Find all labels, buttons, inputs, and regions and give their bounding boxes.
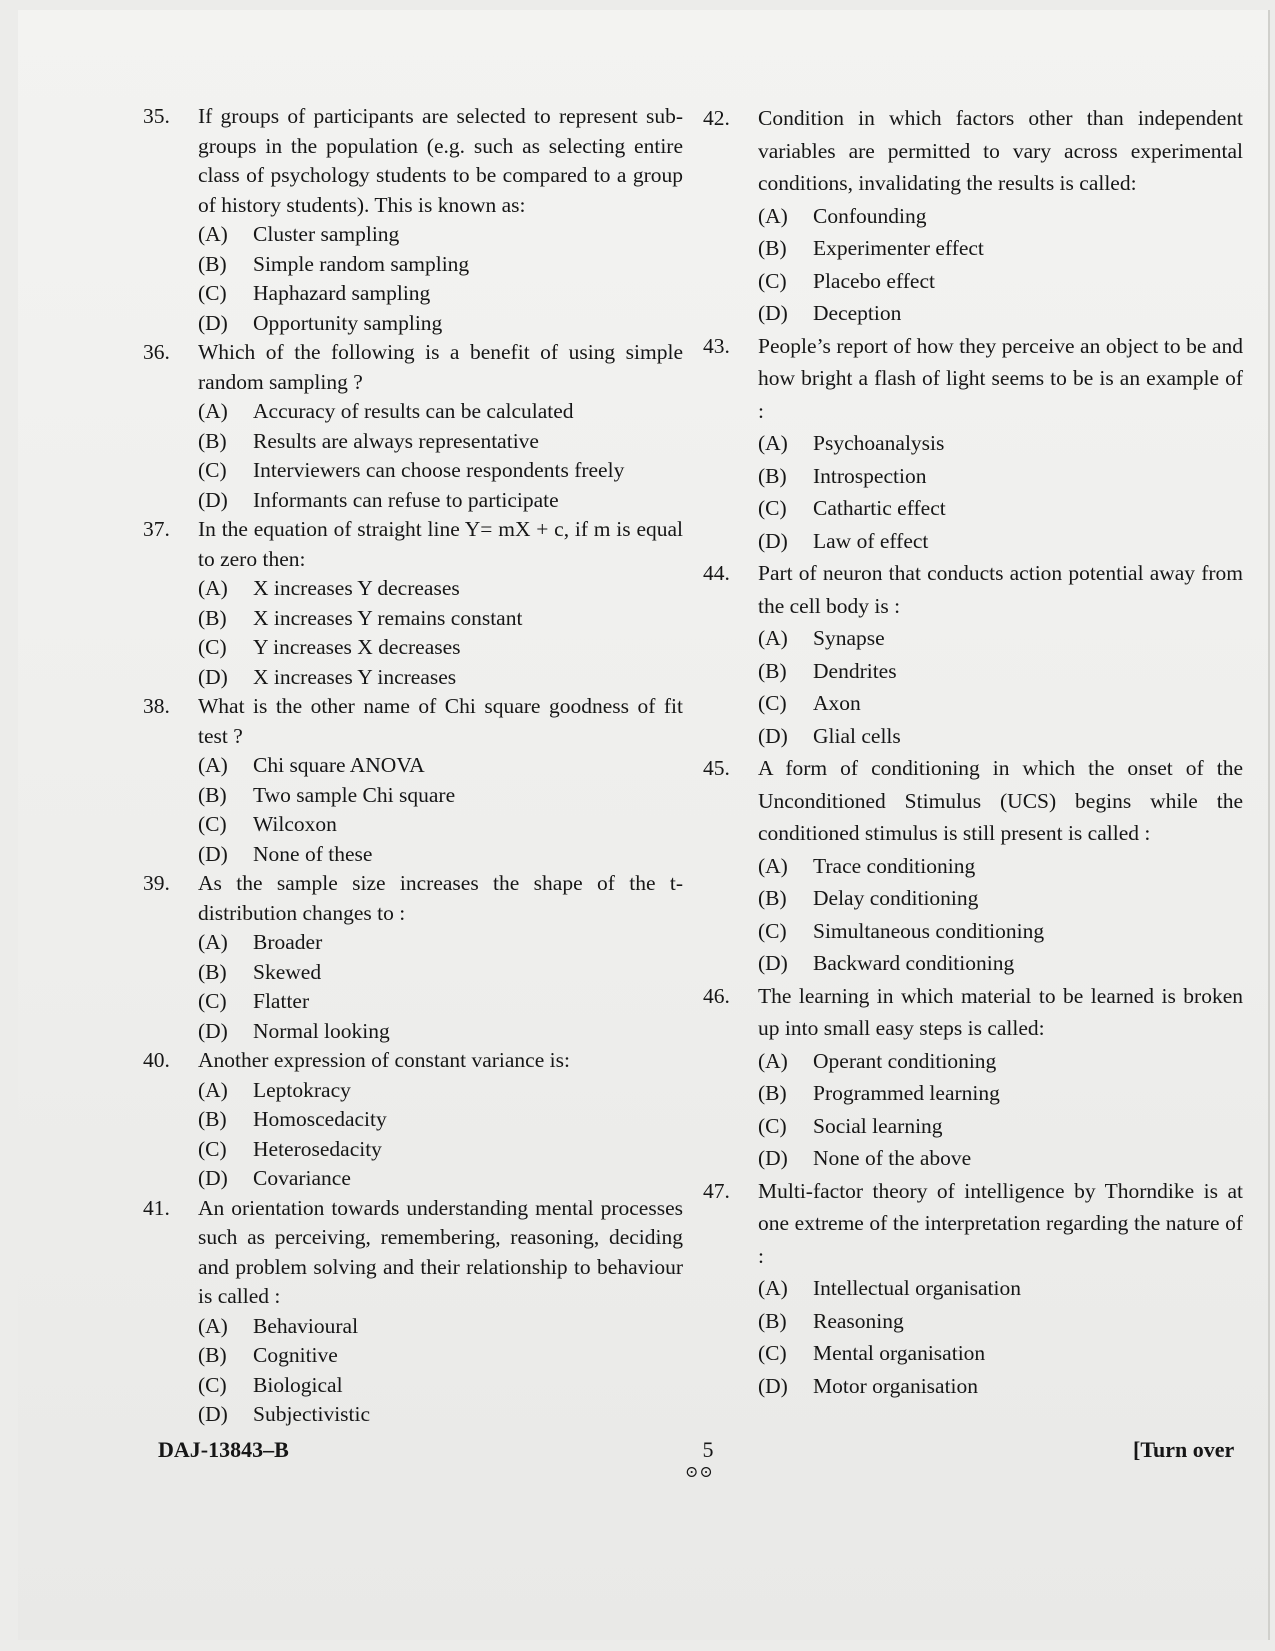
option-letter: (A): [758, 203, 788, 228]
answer-option: [703, 1337, 1243, 1370]
question: [143, 338, 683, 397]
option-text: Social learning: [813, 1113, 943, 1138]
option-text: Introspection: [813, 463, 927, 488]
answer-option: [143, 987, 683, 1017]
answer-option: [143, 427, 683, 457]
answer-option: [143, 1135, 683, 1165]
answer-option: [143, 928, 683, 958]
question-text: As the sample size increases the shape of the t-distribution changes to :: [198, 871, 683, 925]
option-letter: (D): [198, 310, 228, 335]
question: [143, 869, 683, 928]
question: [703, 557, 1243, 622]
exam-page: [18, 10, 1270, 1640]
question-number: 38.: [143, 694, 170, 718]
question-text: People’s report of how they perceive an object to be and how bright a flash of light seems to be is an example of :: [758, 333, 1243, 423]
option-letter: (C): [198, 1136, 227, 1161]
question: [703, 102, 1243, 200]
question-text: In the equation of straight line Y= mX + c, if m is equal to zero then:: [198, 517, 683, 571]
option-letter: (C): [758, 496, 787, 520]
option-letter: (C): [198, 635, 227, 659]
question-number: 43.: [703, 333, 730, 358]
question-block: [703, 980, 1243, 1175]
option-text: Biological: [253, 1372, 343, 1397]
option-text: Flatter: [253, 989, 310, 1013]
option-letter: (A): [198, 1077, 228, 1102]
question-block: [703, 330, 1243, 558]
option-text: Haphazard sampling: [253, 281, 431, 305]
answer-option: [703, 850, 1243, 883]
option-letter: (A): [198, 753, 228, 777]
option-letter: (B): [198, 959, 227, 984]
option-text: Broader: [253, 930, 323, 954]
answer-option: [703, 720, 1243, 753]
option-letter: (B): [198, 605, 227, 630]
option-text: None of these: [253, 841, 373, 866]
option-letter: (B): [198, 428, 227, 453]
option-letter: (C): [758, 691, 787, 715]
answer-option: [703, 297, 1243, 330]
question-number: 41.: [143, 1195, 170, 1220]
option-text: Reasoning: [813, 1308, 904, 1333]
answer-option: [143, 1341, 683, 1371]
option-text: Mental organisation: [813, 1341, 986, 1365]
answer-option: [143, 1312, 683, 1342]
option-text: Normal looking: [253, 1018, 390, 1043]
option-text: Motor organisation: [813, 1373, 979, 1398]
option-text: Simultaneous conditioning: [813, 918, 1045, 943]
option-text: Heterosedacity: [253, 1136, 382, 1161]
option-letter: (C): [198, 458, 227, 482]
answer-option: [703, 622, 1243, 655]
question-text: Part of neuron that conducts action potential away from the cell body is :: [758, 561, 1243, 618]
question-block: [143, 338, 683, 515]
option-text: Simple random sampling: [253, 251, 470, 276]
option-letter: (A): [198, 930, 228, 954]
option-text: Glial cells: [813, 723, 901, 748]
option-letter: (C): [198, 812, 227, 836]
answer-option: [143, 574, 683, 604]
turn-over-label: [Turn over: [1133, 1437, 1235, 1462]
option-letter: (B): [758, 658, 787, 683]
option-text: Chi square ANOVA: [253, 753, 425, 777]
question: [143, 1046, 683, 1076]
question-text: The learning in which material to be learned is broken up into small easy steps is called:: [758, 983, 1243, 1040]
option-letter: (C): [758, 918, 787, 943]
question-text: Condition in which factors other than independent variables are permitted to vary across experimental conditions, invalidating the results is called:: [758, 106, 1243, 195]
option-letter: (D): [758, 528, 788, 553]
option-letter: (D): [198, 1402, 228, 1426]
question-block: [143, 1046, 683, 1194]
option-letter: (D): [758, 951, 788, 975]
question-block: [703, 752, 1243, 980]
answer-option: [143, 486, 683, 516]
answer-option: [143, 279, 683, 309]
question-number: 42.: [703, 106, 730, 130]
option-text: Results are always representative: [253, 428, 539, 453]
right-column: [703, 102, 1243, 1402]
option-text: Dendrites: [813, 658, 897, 683]
option-letter: (A): [758, 626, 788, 650]
option-text: Confounding: [813, 203, 927, 228]
answer-option: [703, 1077, 1243, 1110]
option-text: Y increases X decreases: [253, 635, 461, 659]
page-number: 5: [702, 1437, 714, 1462]
answer-option: [703, 1272, 1243, 1305]
option-letter: (C): [198, 1372, 227, 1397]
question-block: [703, 1175, 1243, 1403]
question-block: [143, 515, 683, 692]
question: [703, 980, 1243, 1045]
answer-option: [143, 810, 683, 840]
answer-option: [143, 958, 683, 988]
option-text: Psychoanalysis: [813, 431, 945, 455]
answer-option: [143, 1164, 683, 1194]
option-letter: (B): [198, 782, 227, 807]
question-block: [703, 557, 1243, 752]
option-text: Axon: [813, 691, 861, 715]
answer-option: [143, 1400, 683, 1430]
answer-option: [143, 250, 683, 280]
question-block: [703, 102, 1243, 330]
option-text: Placebo effect: [813, 268, 935, 293]
answer-option: [143, 1017, 683, 1047]
option-letter: (C): [758, 1113, 787, 1138]
answer-option: [143, 1371, 683, 1401]
option-letter: (D): [198, 1166, 228, 1190]
option-text: Cathartic effect: [813, 496, 946, 520]
option-letter: (D): [758, 1146, 788, 1170]
question-text: An orientation towards understanding mental processes such as perceiving, remembering, reasoning, deciding and problem solving and their relationship to behaviour is called :: [198, 1195, 683, 1308]
option-text: Homoscedacity: [253, 1107, 387, 1131]
answer-option: [703, 200, 1243, 233]
answer-option: [703, 1305, 1243, 1338]
question-number: 40.: [143, 1048, 170, 1072]
question: [143, 102, 683, 220]
question: [703, 1175, 1243, 1273]
answer-option: [703, 882, 1243, 915]
option-letter: (A): [198, 576, 228, 600]
option-text: Covariance: [253, 1166, 351, 1190]
answer-option: [703, 915, 1243, 948]
option-text: Synapse: [813, 626, 885, 650]
question-number: 37.: [143, 517, 170, 541]
option-letter: (B): [758, 1308, 787, 1333]
option-text: Trace conditioning: [813, 853, 976, 878]
question-block: [143, 102, 683, 338]
answer-option: [143, 604, 683, 634]
option-text: X increases Y increases: [253, 664, 457, 689]
answer-option: [143, 1076, 683, 1106]
option-letter: (A): [758, 431, 788, 455]
option-letter: (A): [758, 1048, 788, 1073]
left-column: [143, 102, 683, 1430]
option-letter: (A): [198, 222, 228, 246]
option-letter: (C): [758, 1341, 787, 1365]
question-number: 35.: [143, 104, 170, 128]
option-text: Subjectivistic: [253, 1402, 371, 1426]
question-text: Another expression of constant variance is:: [198, 1048, 570, 1072]
question-number: 44.: [703, 561, 730, 585]
answer-option: [703, 655, 1243, 688]
option-letter: (D): [758, 723, 788, 748]
option-text: Operant conditioning: [813, 1048, 997, 1073]
option-text: Deception: [813, 301, 902, 325]
option-text: Intellectual organisation: [813, 1276, 1021, 1300]
question-text: A form of conditioning in which the onset of the Unconditioned Stimulus (UCS) begins while the conditioned stimulus is still present is called :: [758, 756, 1243, 845]
answer-option: [703, 1142, 1243, 1175]
answer-option: [703, 687, 1243, 720]
answer-option: [143, 751, 683, 781]
option-text: X increases Y remains constant: [253, 605, 523, 630]
option-letter: (B): [198, 251, 227, 276]
option-letter: (B): [758, 463, 787, 488]
option-letter: (B): [198, 1107, 227, 1131]
answer-option: [703, 232, 1243, 265]
question-text: Which of the following is a benefit of using simple random sampling ?: [198, 340, 683, 394]
option-text: Cognitive: [253, 1343, 338, 1367]
question-number: 36.: [143, 340, 170, 364]
option-letter: (D): [758, 301, 788, 325]
option-text: Two sample Chi square: [253, 782, 456, 807]
option-letter: (A): [198, 1313, 228, 1338]
option-letter: (D): [758, 1373, 788, 1398]
option-letter: (C): [198, 281, 227, 305]
answer-option: [703, 427, 1243, 460]
option-letter: (A): [758, 853, 788, 878]
option-letter: (B): [758, 886, 787, 910]
question-block: [143, 869, 683, 1046]
answer-option: [143, 456, 683, 486]
option-letter: (C): [758, 268, 787, 293]
option-letter: (C): [198, 989, 227, 1013]
option-text: Behavioural: [253, 1313, 359, 1338]
answer-option: [703, 1370, 1243, 1403]
option-letter: (B): [758, 1081, 787, 1105]
option-text: Wilcoxon: [253, 812, 337, 836]
option-text: Interviewers can choose respondents freely: [253, 458, 625, 482]
option-text: Backward conditioning: [813, 951, 1015, 975]
page-mark: ⊙⊙: [685, 1464, 714, 1481]
option-text: Programmed learning: [813, 1081, 1000, 1105]
question-number: 46.: [703, 983, 730, 1008]
question: [143, 515, 683, 574]
question-block: [143, 1194, 683, 1430]
option-text: Delay conditioning: [813, 886, 979, 910]
question-text: What is the other name of Chi square goodness of fit test ?: [198, 694, 683, 748]
option-letter: (D): [198, 664, 228, 689]
option-letter: (D): [198, 1018, 228, 1043]
option-letter: (A): [198, 399, 228, 423]
answer-option: [143, 1105, 683, 1135]
answer-option: [703, 947, 1243, 980]
answer-option: [703, 265, 1243, 298]
answer-option: [143, 633, 683, 663]
answer-option: [703, 1045, 1243, 1078]
option-text: Informants can refuse to participate: [253, 487, 559, 512]
option-text: X increases Y decreases: [253, 576, 460, 600]
option-text: None of the above: [813, 1146, 972, 1170]
answer-option: [143, 840, 683, 870]
answer-option: [143, 397, 683, 427]
option-letter: (A): [758, 1276, 788, 1300]
question: [143, 1194, 683, 1312]
option-text: Law of effect: [813, 528, 929, 553]
answer-option: [703, 525, 1243, 558]
question-text: If groups of participants are selected to represent sub-groups in the population (e.g. such as selecting entire class of psychology students to be compared to a group of history students). This is known as:: [198, 104, 683, 217]
answer-option: [143, 781, 683, 811]
question-number: 45.: [703, 756, 730, 780]
question: [143, 692, 683, 751]
option-letter: (D): [198, 841, 228, 866]
question-number: 47.: [703, 1178, 730, 1203]
answer-option: [143, 663, 683, 693]
option-text: Skewed: [253, 959, 322, 984]
option-letter: (B): [198, 1343, 227, 1367]
option-text: Accuracy of results can be calculated: [253, 399, 574, 423]
question-number: 39.: [143, 871, 170, 895]
answer-option: [143, 220, 683, 250]
option-text: Leptokracy: [253, 1077, 351, 1102]
question: [703, 752, 1243, 850]
option-letter: (D): [198, 487, 228, 512]
paper-code: DAJ-13843–B: [158, 1437, 289, 1462]
answer-option: [703, 460, 1243, 493]
question-block: [143, 692, 683, 869]
answer-option: [143, 309, 683, 339]
option-letter: (B): [758, 236, 787, 260]
question: [703, 330, 1243, 428]
option-text: Experimenter effect: [813, 236, 984, 260]
option-text: Cluster sampling: [253, 222, 400, 246]
question-text: Multi-factor theory of intelligence by Thorndike is at one extreme of the interpretation regarding the nature of :: [758, 1178, 1243, 1268]
option-text: Opportunity sampling: [253, 310, 443, 335]
answer-option: [703, 1110, 1243, 1143]
answer-option: [703, 492, 1243, 525]
